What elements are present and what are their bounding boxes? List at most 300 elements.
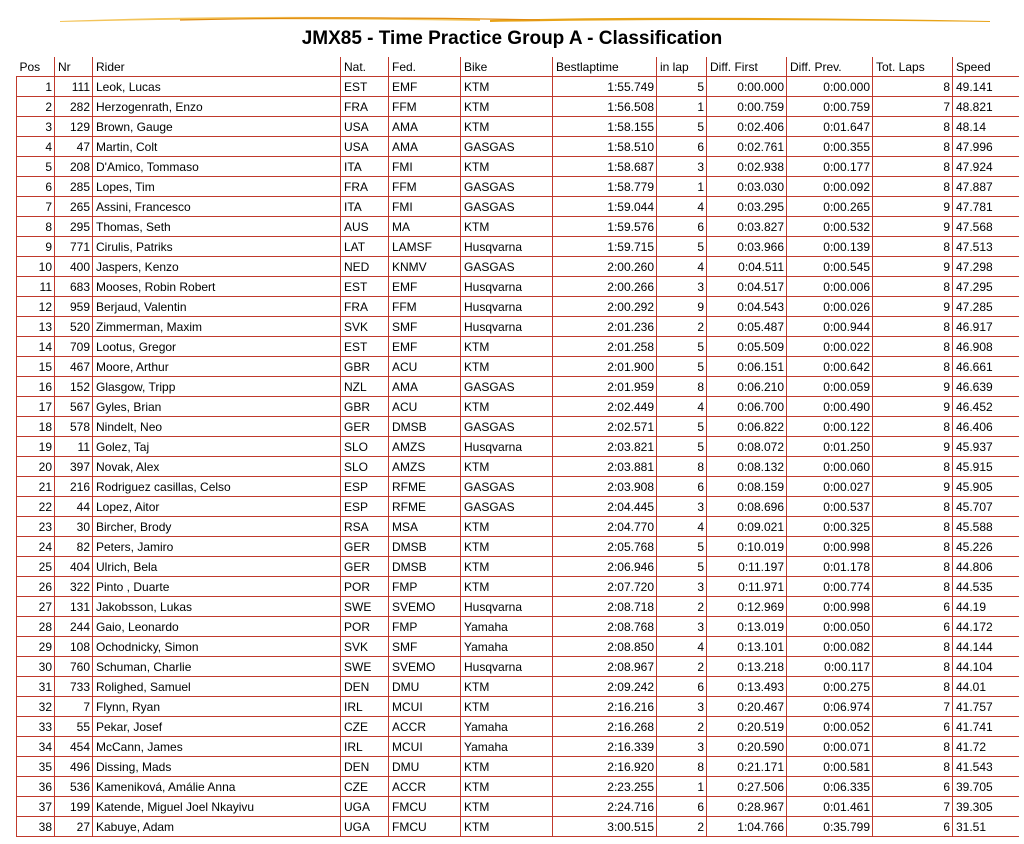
table-row — [17, 757, 1019, 777]
table-row — [17, 517, 1019, 537]
cell-nr: 82 — [55, 537, 93, 557]
cell-tot-laps: 8 — [873, 277, 953, 297]
cell-tot-laps: 8 — [873, 117, 953, 137]
cell-fed: RFME — [389, 497, 461, 517]
cell-nr: 520 — [55, 317, 93, 337]
cell-speed: 46.908 — [953, 337, 1019, 357]
cell-nat: SVK — [341, 637, 389, 657]
cell-speed: 47.285 — [953, 297, 1019, 317]
cell-nr: 536 — [55, 777, 93, 797]
cell-bike: Yamaha — [461, 617, 553, 637]
cell-nat: CZE — [341, 777, 389, 797]
table-row — [17, 317, 1019, 337]
cell-bike: Husqvarna — [461, 437, 553, 457]
cell-bestlaptime: 2:01.959 — [553, 377, 657, 397]
cell-in-lap: 6 — [657, 217, 707, 237]
table-row — [17, 617, 1019, 637]
table-row — [17, 397, 1019, 417]
cell-bike: Yamaha — [461, 637, 553, 657]
cell-bike: GASGAS — [461, 377, 553, 397]
cell-in-lap: 6 — [657, 137, 707, 157]
cell-fed: SVEMO — [389, 657, 461, 677]
cell-fed: DMU — [389, 677, 461, 697]
cell-tot-laps: 9 — [873, 377, 953, 397]
cell-diff-first: 0:03.827 — [707, 217, 787, 237]
cell-diff-prev: 0:01.178 — [787, 557, 873, 577]
cell-bestlaptime: 2:03.908 — [553, 477, 657, 497]
cell-bike: KTM — [461, 517, 553, 537]
cell-bestlaptime: 2:16.268 — [553, 717, 657, 737]
table-row — [17, 417, 1019, 437]
cell-bike: KTM — [461, 557, 553, 577]
col-header-fed: Fed. — [389, 57, 461, 77]
cell-bestlaptime: 3:00.515 — [553, 817, 657, 837]
cell-nat: ESP — [341, 477, 389, 497]
cell-speed: 44.144 — [953, 637, 1019, 657]
cell-nr: 208 — [55, 157, 93, 177]
cell-pos: 18 — [17, 417, 55, 437]
cell-in-lap: 4 — [657, 637, 707, 657]
cell-speed: 45.707 — [953, 497, 1019, 517]
cell-tot-laps: 8 — [873, 557, 953, 577]
cell-nat: USA — [341, 117, 389, 137]
cell-nat: LAT — [341, 237, 389, 257]
cell-fed: ACU — [389, 397, 461, 417]
cell-bestlaptime: 1:58.687 — [553, 157, 657, 177]
cell-speed: 47.568 — [953, 217, 1019, 237]
cell-diff-prev: 0:00.059 — [787, 377, 873, 397]
cell-rider: Gaio, Leonardo — [93, 617, 341, 637]
cell-bestlaptime: 2:08.768 — [553, 617, 657, 637]
cell-diff-first: 0:00.000 — [707, 77, 787, 97]
cell-fed: EMF — [389, 277, 461, 297]
cell-tot-laps: 6 — [873, 817, 953, 837]
cell-diff-first: 0:20.467 — [707, 697, 787, 717]
cell-pos: 9 — [17, 237, 55, 257]
cell-rider: Leok, Lucas — [93, 77, 341, 97]
cell-in-lap: 3 — [657, 577, 707, 597]
cell-speed: 47.924 — [953, 157, 1019, 177]
cell-pos: 25 — [17, 557, 55, 577]
cell-pos: 33 — [17, 717, 55, 737]
cell-bestlaptime: 1:58.155 — [553, 117, 657, 137]
cell-tot-laps: 9 — [873, 217, 953, 237]
cell-nat: ESP — [341, 497, 389, 517]
cell-in-lap: 5 — [657, 77, 707, 97]
cell-rider: Ulrich, Bela — [93, 557, 341, 577]
cell-pos: 14 — [17, 337, 55, 357]
cell-diff-prev: 0:00.642 — [787, 357, 873, 377]
cell-nat: EST — [341, 77, 389, 97]
cell-rider: Brown, Gauge — [93, 117, 341, 137]
cell-diff-first: 0:06.210 — [707, 377, 787, 397]
cell-diff-first: 0:06.700 — [707, 397, 787, 417]
cell-rider: Flynn, Ryan — [93, 697, 341, 717]
cell-speed: 44.19 — [953, 597, 1019, 617]
cell-bestlaptime: 2:08.967 — [553, 657, 657, 677]
cell-in-lap: 3 — [657, 697, 707, 717]
cell-rider: Bircher, Brody — [93, 517, 341, 537]
cell-pos: 20 — [17, 457, 55, 477]
table-row — [17, 97, 1019, 117]
cell-nr: 295 — [55, 217, 93, 237]
cell-nr: 567 — [55, 397, 93, 417]
cell-tot-laps: 8 — [873, 177, 953, 197]
cell-bike: KTM — [461, 217, 553, 237]
table-row — [17, 677, 1019, 697]
cell-pos: 17 — [17, 397, 55, 417]
table-row — [17, 357, 1019, 377]
cell-fed: MCUI — [389, 737, 461, 757]
cell-nr: 733 — [55, 677, 93, 697]
cell-nat: SLO — [341, 437, 389, 457]
cell-bestlaptime: 1:59.715 — [553, 237, 657, 257]
cell-bike: Yamaha — [461, 737, 553, 757]
cell-rider: Rodriguez casillas, Celso — [93, 477, 341, 497]
cell-fed: SMF — [389, 317, 461, 337]
cell-speed: 44.806 — [953, 557, 1019, 577]
table-row — [17, 577, 1019, 597]
cell-rider: Pinto , Duarte — [93, 577, 341, 597]
col-header-nr: Nr — [55, 57, 93, 77]
cell-fed: EMF — [389, 77, 461, 97]
table-row — [17, 137, 1019, 157]
table-row — [17, 657, 1019, 677]
cell-bestlaptime: 1:56.508 — [553, 97, 657, 117]
cell-in-lap: 3 — [657, 497, 707, 517]
cell-in-lap: 1 — [657, 97, 707, 117]
cell-diff-first: 0:11.197 — [707, 557, 787, 577]
cell-bestlaptime: 2:09.242 — [553, 677, 657, 697]
cell-in-lap: 3 — [657, 277, 707, 297]
table-row — [17, 297, 1019, 317]
cell-rider: Kabuye, Adam — [93, 817, 341, 837]
cell-diff-prev: 0:00.490 — [787, 397, 873, 417]
cell-bestlaptime: 2:00.292 — [553, 297, 657, 317]
cell-pos: 32 — [17, 697, 55, 717]
cell-nr: 709 — [55, 337, 93, 357]
cell-nat: UGA — [341, 817, 389, 837]
cell-in-lap: 4 — [657, 257, 707, 277]
cell-fed: ACCR — [389, 717, 461, 737]
cell-diff-prev: 0:00.022 — [787, 337, 873, 357]
cell-rider: Zimmerman, Maxim — [93, 317, 341, 337]
cell-diff-first: 0:28.967 — [707, 797, 787, 817]
cell-tot-laps: 9 — [873, 397, 953, 417]
cell-rider: Cirulis, Patriks — [93, 237, 341, 257]
cell-in-lap: 5 — [657, 437, 707, 457]
cell-nat: IRL — [341, 697, 389, 717]
cell-tot-laps: 6 — [873, 717, 953, 737]
cell-bike: KTM — [461, 817, 553, 837]
cell-speed: 46.661 — [953, 357, 1019, 377]
cell-bestlaptime: 2:08.850 — [553, 637, 657, 657]
cell-fed: DMSB — [389, 417, 461, 437]
cell-diff-prev: 0:00.027 — [787, 477, 873, 497]
cell-diff-first: 0:02.761 — [707, 137, 787, 157]
cell-bike: KTM — [461, 357, 553, 377]
cell-diff-prev: 0:00.325 — [787, 517, 873, 537]
cell-nat: POR — [341, 577, 389, 597]
cell-rider: Pekar, Josef — [93, 717, 341, 737]
cell-rider: Lopes, Tim — [93, 177, 341, 197]
cell-speed: 47.781 — [953, 197, 1019, 217]
cell-nr: 397 — [55, 457, 93, 477]
col-header-diff-prev: Diff. Prev. — [787, 57, 873, 77]
cell-bestlaptime: 2:16.216 — [553, 697, 657, 717]
header-swoosh-decoration — [60, 12, 990, 26]
cell-tot-laps: 6 — [873, 777, 953, 797]
cell-tot-laps: 8 — [873, 737, 953, 757]
cell-in-lap: 2 — [657, 317, 707, 337]
cell-pos: 23 — [17, 517, 55, 537]
cell-tot-laps: 8 — [873, 657, 953, 677]
cell-diff-prev: 0:00.532 — [787, 217, 873, 237]
cell-nr: 760 — [55, 657, 93, 677]
cell-pos: 26 — [17, 577, 55, 597]
cell-nat: CZE — [341, 717, 389, 737]
cell-fed: ACCR — [389, 777, 461, 797]
cell-diff-first: 0:05.487 — [707, 317, 787, 337]
cell-nr: 467 — [55, 357, 93, 377]
cell-diff-first: 0:04.511 — [707, 257, 787, 277]
table-row — [17, 777, 1019, 797]
cell-speed: 47.887 — [953, 177, 1019, 197]
page-title: JMX85 - Time Practice Group A - Classification — [301, 28, 723, 49]
cell-bike: KTM — [461, 697, 553, 717]
cell-diff-first: 0:06.151 — [707, 357, 787, 377]
cell-bestlaptime: 2:16.339 — [553, 737, 657, 757]
cell-pos: 5 — [17, 157, 55, 177]
cell-nr: 454 — [55, 737, 93, 757]
cell-nat: NZL — [341, 377, 389, 397]
cell-pos: 10 — [17, 257, 55, 277]
cell-diff-prev: 0:00.026 — [787, 297, 873, 317]
cell-speed: 45.915 — [953, 457, 1019, 477]
cell-pos: 11 — [17, 277, 55, 297]
cell-bike: GASGAS — [461, 197, 553, 217]
cell-in-lap: 2 — [657, 717, 707, 737]
cell-fed: FFM — [389, 177, 461, 197]
cell-bestlaptime: 2:02.449 — [553, 397, 657, 417]
cell-rider: Katende, Miguel Joel Nkayivu — [93, 797, 341, 817]
cell-speed: 41.543 — [953, 757, 1019, 777]
cell-fed: FMP — [389, 617, 461, 637]
col-header-speed: Speed — [953, 57, 1019, 77]
cell-fed: DMSB — [389, 537, 461, 557]
cell-bike: KTM — [461, 337, 553, 357]
cell-speed: 46.639 — [953, 377, 1019, 397]
cell-bike: KTM — [461, 97, 553, 117]
cell-speed: 39.305 — [953, 797, 1019, 817]
cell-nr: 683 — [55, 277, 93, 297]
cell-bestlaptime: 2:08.718 — [553, 597, 657, 617]
cell-nr: 578 — [55, 417, 93, 437]
cell-pos: 3 — [17, 117, 55, 137]
cell-bike: KTM — [461, 117, 553, 137]
cell-speed: 45.588 — [953, 517, 1019, 537]
table-row — [17, 177, 1019, 197]
cell-nat: AUS — [341, 217, 389, 237]
cell-bestlaptime: 1:55.749 — [553, 77, 657, 97]
table-row — [17, 497, 1019, 517]
cell-pos: 7 — [17, 197, 55, 217]
cell-pos: 29 — [17, 637, 55, 657]
table-row — [17, 157, 1019, 177]
col-header-pos: Pos — [17, 57, 55, 77]
cell-diff-prev: 0:01.647 — [787, 117, 873, 137]
cell-diff-first: 1:04.766 — [707, 817, 787, 837]
cell-speed: 45.905 — [953, 477, 1019, 497]
cell-tot-laps: 9 — [873, 477, 953, 497]
table-row — [17, 377, 1019, 397]
cell-in-lap: 5 — [657, 557, 707, 577]
cell-rider: Novak, Alex — [93, 457, 341, 477]
cell-rider: Ochodnicky, Simon — [93, 637, 341, 657]
cell-nat: GBR — [341, 357, 389, 377]
cell-nr: 244 — [55, 617, 93, 637]
cell-nr: 771 — [55, 237, 93, 257]
cell-nr: 265 — [55, 197, 93, 217]
cell-nat: GBR — [341, 397, 389, 417]
cell-speed: 46.917 — [953, 317, 1019, 337]
cell-bike: Husqvarna — [461, 277, 553, 297]
cell-speed: 49.141 — [953, 77, 1019, 97]
cell-diff-prev: 0:01.250 — [787, 437, 873, 457]
cell-nat: FRA — [341, 297, 389, 317]
cell-fed: MA — [389, 217, 461, 237]
cell-diff-prev: 0:06.335 — [787, 777, 873, 797]
cell-nr: 152 — [55, 377, 93, 397]
table-row — [17, 117, 1019, 137]
cell-diff-first: 0:08.159 — [707, 477, 787, 497]
cell-diff-first: 0:04.517 — [707, 277, 787, 297]
cell-nr: 322 — [55, 577, 93, 597]
cell-pos: 27 — [17, 597, 55, 617]
cell-rider: Lopez, Aitor — [93, 497, 341, 517]
cell-bestlaptime: 2:16.920 — [553, 757, 657, 777]
cell-speed: 41.72 — [953, 737, 1019, 757]
table-row — [17, 537, 1019, 557]
cell-fed: FMCU — [389, 797, 461, 817]
cell-pos: 12 — [17, 297, 55, 317]
cell-nr: 129 — [55, 117, 93, 137]
cell-diff-first: 0:08.132 — [707, 457, 787, 477]
table-row — [17, 797, 1019, 817]
table-row — [17, 277, 1019, 297]
cell-fed: EMF — [389, 337, 461, 357]
cell-bike: KTM — [461, 797, 553, 817]
cell-speed: 44.172 — [953, 617, 1019, 637]
cell-fed: AMA — [389, 377, 461, 397]
cell-nr: 496 — [55, 757, 93, 777]
cell-fed: FFM — [389, 97, 461, 117]
cell-pos: 34 — [17, 737, 55, 757]
cell-pos: 22 — [17, 497, 55, 517]
cell-pos: 15 — [17, 357, 55, 377]
cell-diff-prev: 0:00.177 — [787, 157, 873, 177]
cell-diff-prev: 0:00.071 — [787, 737, 873, 757]
cell-nr: 111 — [55, 77, 93, 97]
cell-in-lap: 1 — [657, 177, 707, 197]
cell-rider: Jaspers, Kenzo — [93, 257, 341, 277]
cell-bike: KTM — [461, 457, 553, 477]
cell-in-lap: 6 — [657, 677, 707, 697]
cell-speed: 39.705 — [953, 777, 1019, 797]
table-row — [17, 697, 1019, 717]
cell-diff-prev: 0:00.275 — [787, 677, 873, 697]
cell-in-lap: 5 — [657, 537, 707, 557]
cell-bestlaptime: 2:00.266 — [553, 277, 657, 297]
cell-bestlaptime: 2:01.236 — [553, 317, 657, 337]
cell-fed: KNMV — [389, 257, 461, 277]
cell-rider: Kameniková, Amálie Anna — [93, 777, 341, 797]
cell-bestlaptime: 1:59.044 — [553, 197, 657, 217]
cell-tot-laps: 8 — [873, 77, 953, 97]
cell-pos: 8 — [17, 217, 55, 237]
cell-tot-laps: 8 — [873, 517, 953, 537]
cell-fed: MSA — [389, 517, 461, 537]
cell-fed: SVEMO — [389, 597, 461, 617]
cell-bestlaptime: 2:00.260 — [553, 257, 657, 277]
cell-nat: EST — [341, 337, 389, 357]
cell-speed: 45.937 — [953, 437, 1019, 457]
cell-fed: SMF — [389, 637, 461, 657]
cell-speed: 47.513 — [953, 237, 1019, 257]
cell-bestlaptime: 1:59.576 — [553, 217, 657, 237]
cell-bestlaptime: 2:04.770 — [553, 517, 657, 537]
cell-in-lap: 3 — [657, 617, 707, 637]
cell-diff-prev: 0:00.006 — [787, 277, 873, 297]
cell-rider: Dissing, Mads — [93, 757, 341, 777]
cell-in-lap: 2 — [657, 657, 707, 677]
cell-diff-first: 0:13.218 — [707, 657, 787, 677]
cell-tot-laps: 6 — [873, 597, 953, 617]
cell-diff-first: 0:13.019 — [707, 617, 787, 637]
cell-rider: Lootus, Gregor — [93, 337, 341, 357]
cell-nat: SVK — [341, 317, 389, 337]
cell-tot-laps: 8 — [873, 137, 953, 157]
cell-rider: Peters, Jamiro — [93, 537, 341, 557]
cell-diff-first: 0:02.406 — [707, 117, 787, 137]
table-row — [17, 337, 1019, 357]
cell-bike: GASGAS — [461, 177, 553, 197]
cell-nr: 959 — [55, 297, 93, 317]
cell-fed: AMA — [389, 117, 461, 137]
cell-rider: McCann, James — [93, 737, 341, 757]
cell-diff-prev: 0:00.050 — [787, 617, 873, 637]
cell-diff-first: 0:04.543 — [707, 297, 787, 317]
cell-speed: 41.757 — [953, 697, 1019, 717]
cell-bike: KTM — [461, 777, 553, 797]
cell-diff-first: 0:09.021 — [707, 517, 787, 537]
cell-fed: RFME — [389, 477, 461, 497]
cell-pos: 13 — [17, 317, 55, 337]
cell-nat: SWE — [341, 597, 389, 617]
cell-nat: DEN — [341, 677, 389, 697]
table-row — [17, 717, 1019, 737]
cell-pos: 2 — [17, 97, 55, 117]
cell-diff-first: 0:11.971 — [707, 577, 787, 597]
cell-speed: 44.01 — [953, 677, 1019, 697]
table-row — [17, 597, 1019, 617]
cell-diff-first: 0:08.696 — [707, 497, 787, 517]
cell-tot-laps: 9 — [873, 197, 953, 217]
cell-diff-first: 0:20.519 — [707, 717, 787, 737]
cell-diff-prev: 0:00.265 — [787, 197, 873, 217]
cell-rider: Berjaud, Valentin — [93, 297, 341, 317]
cell-tot-laps: 8 — [873, 357, 953, 377]
